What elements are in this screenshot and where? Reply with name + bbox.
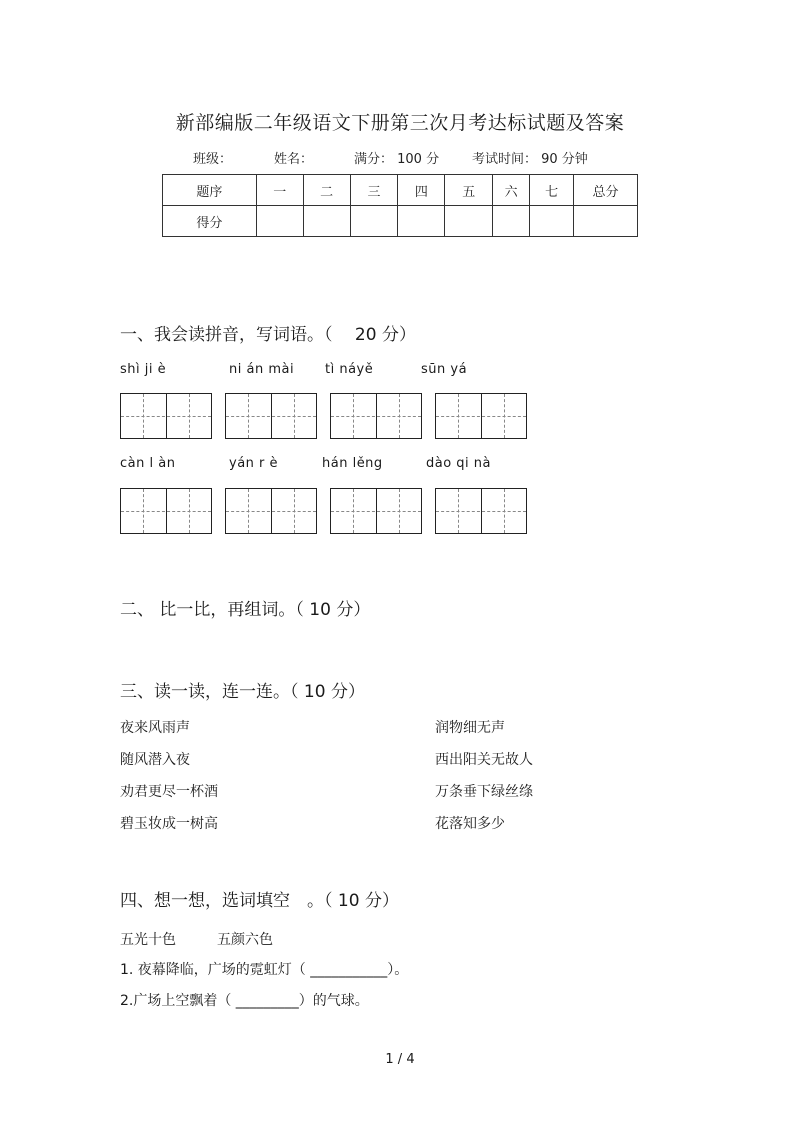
full-score: 满分： 100 分 <box>354 152 440 167</box>
poem-line-right[interactable]: 花落知多少 <box>435 816 505 832</box>
poem-line-right[interactable]: 西出阳关无故人 <box>435 752 533 768</box>
table-cell: 一 <box>256 175 303 206</box>
writing-grid[interactable] <box>330 393 422 439</box>
pinyin-label: sūn yá <box>421 362 468 377</box>
fill-question-1[interactable]: 1. 夜幕降临，广场的霓虹灯（ ___________）。 <box>120 962 409 978</box>
writing-grid[interactable] <box>330 488 422 534</box>
writing-grid[interactable] <box>435 488 527 534</box>
writing-grid[interactable] <box>225 393 317 439</box>
pinyin-label: tì náyě <box>325 362 374 377</box>
pinyin-label: hán lěng <box>322 456 383 471</box>
table-cell: 总分 <box>574 175 638 206</box>
writing-grid[interactable] <box>435 393 527 439</box>
score-input-cell[interactable] <box>398 206 445 237</box>
table-cell: 三 <box>350 175 398 206</box>
word-option: 五颜六色 <box>217 932 273 948</box>
fill-question-2[interactable]: 2.广场上空飘着（ _________）的气球。 <box>120 993 369 1009</box>
section1-heading: 一、我会读拼音，写词语。（ 20 分） <box>120 325 416 345</box>
exam-time: 考试时间： 90 分钟 <box>472 152 588 167</box>
score-input-cell[interactable] <box>256 206 303 237</box>
table-cell: 四 <box>398 175 445 206</box>
score-input-cell[interactable] <box>303 206 350 237</box>
poem-line-left[interactable]: 夜来风雨声 <box>120 720 190 736</box>
table-cell: 七 <box>530 175 574 206</box>
table-cell: 得分 <box>163 206 257 237</box>
table-cell: 五 <box>445 175 493 206</box>
class-label: 班级： <box>193 152 233 167</box>
score-input-cell[interactable] <box>530 206 574 237</box>
page-number: 1 / 4 <box>385 1052 415 1067</box>
table-cell: 二 <box>303 175 350 206</box>
poem-line-right[interactable]: 万条垂下绿丝绦 <box>435 784 533 800</box>
pinyin-label: yán r è <box>229 456 279 471</box>
score-input-cell[interactable] <box>493 206 530 237</box>
poem-line-left[interactable]: 碧玉妆成一树高 <box>120 816 218 832</box>
pinyin-label: ni án mài <box>229 362 295 377</box>
poem-line-left[interactable]: 劝君更尽一杯酒 <box>120 784 218 800</box>
table-cell: 六 <box>493 175 530 206</box>
exam-title: 新部编版二年级语文下册第三次月考达标试题及答案 <box>175 112 625 134</box>
name-label: 姓名： <box>274 152 314 167</box>
poem-line-left[interactable]: 随风潜入夜 <box>120 752 190 768</box>
pinyin-label: dào qi nà <box>426 456 492 471</box>
writing-grid[interactable] <box>120 488 212 534</box>
pinyin-label: càn l àn <box>120 456 176 471</box>
table-cell: 题序 <box>163 175 257 206</box>
section4-heading: 四、想一想，选词填空 。（ 10 分） <box>120 891 399 911</box>
writing-grid[interactable] <box>120 393 212 439</box>
score-input-cell[interactable] <box>350 206 398 237</box>
score-table <box>162 174 638 237</box>
poem-line-right[interactable]: 润物细无声 <box>435 720 505 736</box>
pinyin-label: shì ji è <box>120 362 167 377</box>
score-input-cell[interactable] <box>445 206 493 237</box>
section2-heading: 二、 比一比，再组词。（ 10 分） <box>120 600 371 620</box>
section3-heading: 三、读一读，连一连。（ 10 分） <box>120 682 365 702</box>
score-table-score-row <box>163 206 638 237</box>
word-option: 五光十色 <box>120 932 176 948</box>
writing-grid[interactable] <box>225 488 317 534</box>
score-table-header-row <box>163 175 638 206</box>
score-input-cell[interactable] <box>574 206 638 237</box>
